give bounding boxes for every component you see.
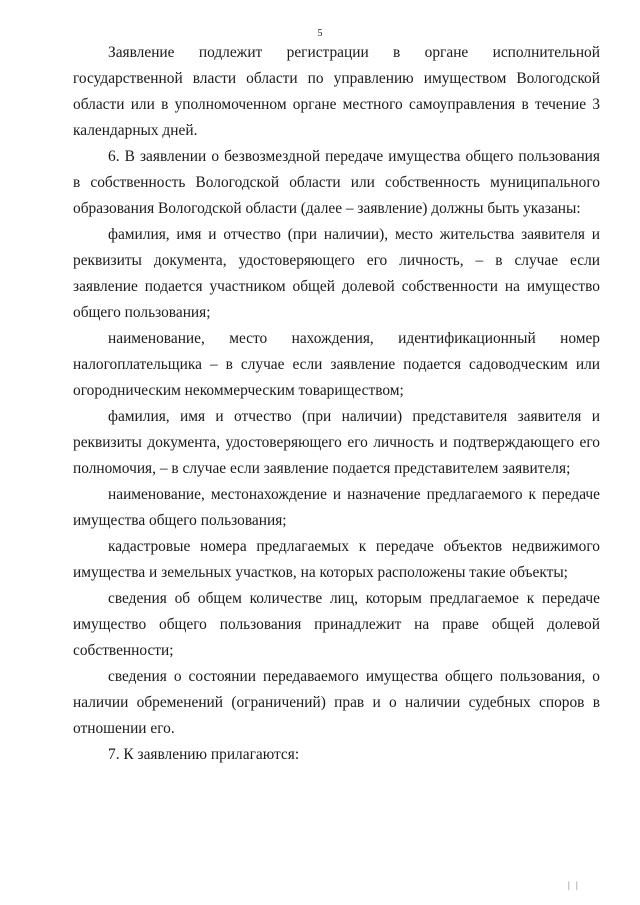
- paragraph-applicant-participant: фамилия, имя и отчество (при наличии), место жительства заявителя и реквизиты документа, удостоверяющего его личность, – в случае если заявление подается участником общей долевой собственности на имущество общего пользования;: [73, 226, 600, 321]
- paragraph-property-name: наименование, местонахождение и назначение предлагаемого к передаче имущества общего пользования;: [73, 486, 600, 529]
- document-body: [73, 40, 600, 768]
- paragraph-item-7: 7. К заявлению прилагаются:: [108, 746, 300, 763]
- footer-mark: | |: [568, 880, 580, 890]
- paragraph-item-6: 6. В заявлении о безвозмездной передаче имущества общего пользования в собственность Вологодской области или собственность муниципального образования Вологодской области (далее – заявление) должны быть указаны:: [73, 148, 600, 217]
- paragraph-cadastral-numbers: кадастровые номера предлагаемых к передаче объектов недвижимого имущества и земельных участков, на которых расположены такие объекты;: [73, 538, 600, 581]
- paragraph-applicant-partnership: наименование, место нахождения, идентификационный номер налогоплательщика – в случае если заявление подается садоводческим или огородническим некоммерческим товариществом;: [73, 330, 600, 399]
- paragraph-representative: фамилия, имя и отчество (при наличии) представителя заявителя и реквизиты документа, удостоверяющего его личность и подтверждающего его полномочия, – в случае если заявление подается представителем заявителя;: [73, 408, 600, 477]
- paragraph-property-condition: сведения о состоянии передаваемого имущества общего пользования, о наличии обременений (ограничений) прав и о наличии судебных споров в отношении его.: [73, 668, 600, 737]
- paragraph-owners-count: сведения об общем количестве лиц, которым предлагаемое к передаче имущество общего пользования принадлежит на праве общей долевой собственности;: [73, 590, 600, 659]
- page-number: 5: [317, 28, 323, 39]
- paragraph-registration: Заявление подлежит регистрации в органе исполнительной государственной власти области по управлению имуществом Вологодской области или в уполномоченном органе местного самоуправления в течение 3 календарных дней.: [73, 44, 600, 139]
